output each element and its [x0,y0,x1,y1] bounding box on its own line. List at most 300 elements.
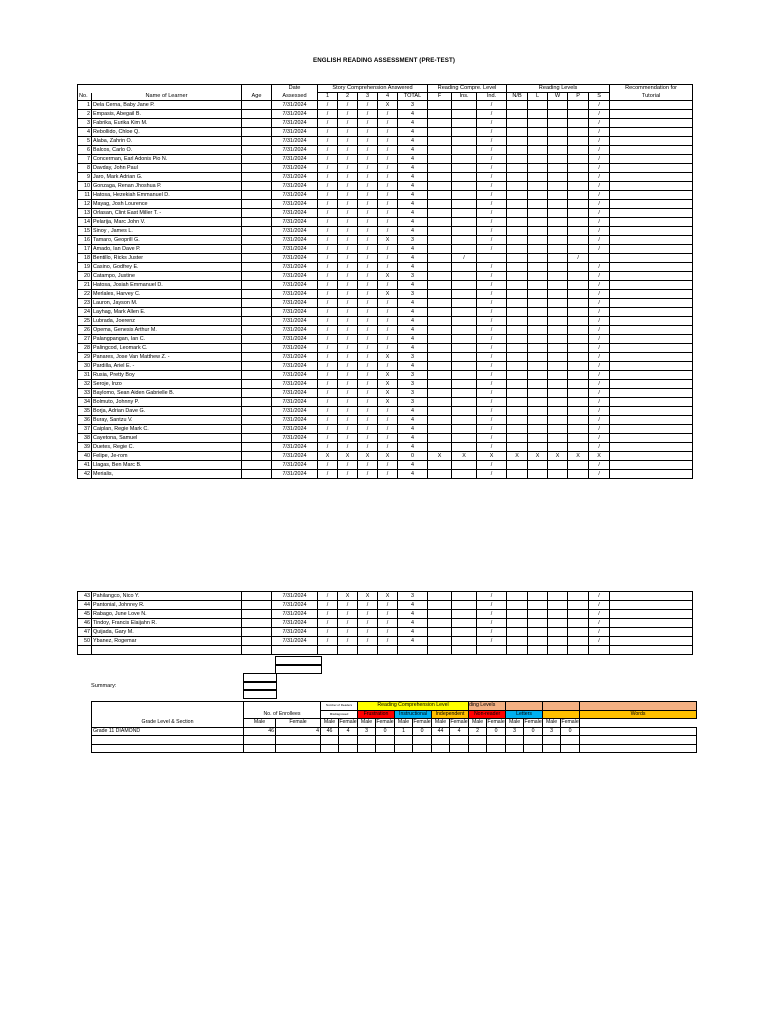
level-mark [528,191,548,200]
summary-readers-male: 46 [321,727,339,736]
rcl-mark [428,173,452,182]
level-mark: / [589,398,610,407]
rcl-mark [428,110,452,119]
recommendation [610,272,693,281]
learner-age [242,434,272,443]
rcl-mark: / [477,128,507,137]
learner-age [242,155,272,164]
answer-mark: / [358,380,378,389]
level-mark [528,470,548,479]
learner-no: 26 [78,326,92,335]
level-mark [548,443,568,452]
answer-mark: / [338,601,358,610]
learner-age [242,335,272,344]
answer-total: 4 [398,610,428,619]
learner-name: Hatosa, Hezekiah Emmanuel D. [92,191,242,200]
learner-date: 7/31/2024 [272,317,318,326]
level-mark: / [589,263,610,272]
learner-row [78,110,693,119]
answer-mark: / [338,461,358,470]
learner-row [78,628,693,637]
learner-no: 30 [78,362,92,371]
level-mark [568,236,589,245]
rcl-mark: X [477,452,507,461]
answer-mark: / [358,335,378,344]
learner-name: Palingcod, Leomark C. [92,344,242,353]
recommendation [610,290,693,299]
rcl-mark [428,128,452,137]
learner-name: Bentillo, Ricks Juster [92,254,242,263]
level-mark [507,461,528,470]
rcl-mark [452,371,477,380]
rcl-mark [452,407,477,416]
rcl-mark [428,209,452,218]
learner-age [242,461,272,470]
answer-total: 3 [398,380,428,389]
answer-mark: X [378,101,398,110]
learner-date: 7/31/2024 [272,610,318,619]
answer-mark: / [318,200,338,209]
rcl-mark [452,628,477,637]
answer-mark: / [358,371,378,380]
header-age: Age [242,93,272,101]
learner-no: 28 [78,344,92,353]
summary-blank [413,736,432,745]
header-story-col: 1 [318,93,338,101]
answer-total: 4 [398,227,428,236]
answer-mark: / [358,407,378,416]
recommendation [610,182,693,191]
learner-age [242,407,272,416]
rcl-mark [452,101,477,110]
answer-mark: / [338,155,358,164]
level-mark [528,326,548,335]
answer-mark: / [358,146,378,155]
learner-row [78,592,693,601]
level-mark [548,610,568,619]
recommendation [610,389,693,398]
header-spacer [78,85,92,93]
level-mark [548,416,568,425]
answer-mark: / [378,110,398,119]
blank-box [275,664,322,674]
rcl-mark [452,619,477,628]
level-mark [528,137,548,146]
blank-cell [507,646,528,655]
answer-mark: / [358,245,378,254]
learner-date: 7/31/2024 [272,191,318,200]
learner-age [242,218,272,227]
header-spacer [92,85,242,93]
level-mark [568,299,589,308]
recommendation [610,245,693,254]
learner-name: Baylomo, Sean Aiden Gabrielle B. [92,389,242,398]
blank-cell [338,646,358,655]
learner-name: Opema, Genesis Arthur M. [92,326,242,335]
level-mark [589,254,610,263]
answer-mark: X [378,592,398,601]
level-mark [568,416,589,425]
rcl-mark: / [452,254,477,263]
answer-mark: / [378,164,398,173]
rcl-mark: / [477,443,507,452]
level-mark [568,407,589,416]
rcl-mark: / [477,272,507,281]
learner-no: 36 [78,416,92,425]
level-mark [528,362,548,371]
answer-total: 4 [398,407,428,416]
learner-row [78,263,693,272]
learner-row [78,299,693,308]
level-mark [548,272,568,281]
learner-date: 7/31/2024 [272,236,318,245]
rcl-mark [452,380,477,389]
level-mark [548,353,568,362]
level-mark [507,425,528,434]
level-mark [528,398,548,407]
level-mark [528,254,548,263]
rcl-mark: / [477,470,507,479]
rcl-mark [452,344,477,353]
answer-mark: / [378,299,398,308]
learner-row [78,272,693,281]
learner-row [78,209,693,218]
recommendation [610,254,693,263]
level-mark: / [589,443,610,452]
rcl-mark [452,191,477,200]
learner-row [78,470,693,479]
learner-no: 44 [78,601,92,610]
recommendation [610,227,693,236]
learner-age [242,308,272,317]
answer-mark: / [378,619,398,628]
learner-age [242,619,272,628]
learner-name: Seroje, Inzo [92,380,242,389]
level-mark [568,164,589,173]
rcl-mark [452,209,477,218]
level-mark [507,200,528,209]
level-mark [568,200,589,209]
answer-mark: / [378,425,398,434]
learner-date: 7/31/2024 [272,434,318,443]
header-levels: Reading Levels [507,85,610,93]
answer-mark: / [358,434,378,443]
level-mark [568,434,589,443]
learner-date: 7/31/2024 [272,299,318,308]
answer-mark: / [358,619,378,628]
learner-age [242,389,272,398]
summary-blank [244,744,276,753]
learner-row [78,137,693,146]
level-mark [507,619,528,628]
learner-name: Mayag, Josh Lourence [92,200,242,209]
level-mark [528,173,548,182]
learner-row [78,407,693,416]
rcl-mark [452,362,477,371]
answer-total: 4 [398,110,428,119]
learner-no: 9 [78,173,92,182]
level-mark: / [589,425,610,434]
level-mark [507,254,528,263]
recommendation [610,191,693,200]
rcl-mark [452,317,477,326]
learners-table-continued [77,591,693,655]
answer-mark: / [318,119,338,128]
summary-enrollees-header: No. of Enrollees [244,702,321,719]
level-mark [568,362,589,371]
level-mark [568,101,589,110]
level-mark [548,281,568,290]
level-mark [507,434,528,443]
level-mark [528,263,548,272]
answer-mark: / [338,425,358,434]
answer-mark: / [338,416,358,425]
recommendation [610,164,693,173]
level-mark [548,308,568,317]
level-mark [507,209,528,218]
level-mark [568,290,589,299]
learner-name: Felipe, Je-rom [92,452,242,461]
level-mark [507,218,528,227]
rcl-mark [428,182,452,191]
learner-date: 7/31/2024 [272,263,318,272]
level-mark: / [589,461,610,470]
level-mark: / [589,137,610,146]
rcl-mark [428,416,452,425]
rcl-mark [428,344,452,353]
answer-mark: / [318,443,338,452]
recommendation [610,416,693,425]
learner-name: Hatosa, Josiah Emmanuel D. [92,281,242,290]
blank-cell [242,646,272,655]
learner-date: 7/31/2024 [272,443,318,452]
learner-date: 7/31/2024 [272,335,318,344]
rcl-mark [452,146,477,155]
level-mark [528,146,548,155]
answer-mark: / [318,272,338,281]
rcl-mark [428,119,452,128]
answer-mark: X [378,272,398,281]
learner-age [242,254,272,263]
summary-male-header: Male [543,719,561,728]
header-story-col: 3 [358,93,378,101]
summary-words: Words [580,710,697,719]
rcl-mark: / [477,344,507,353]
learner-row [78,434,693,443]
answer-total: 4 [398,209,428,218]
rcl-mark [452,218,477,227]
recommendation [610,335,693,344]
learner-age [242,128,272,137]
answer-total: 4 [398,164,428,173]
learner-row [78,146,693,155]
level-mark [507,146,528,155]
learner-age [242,344,272,353]
summary-blank [92,736,244,745]
learner-name: Pahilangco, Nico Y. [92,592,242,601]
level-mark: / [589,308,610,317]
summary-blank [321,744,339,753]
level-mark [507,281,528,290]
answer-total: 4 [398,628,428,637]
answer-mark: / [318,164,338,173]
level-mark [507,308,528,317]
rcl-mark [428,281,452,290]
learner-name: Lauron, Jayson M. [92,299,242,308]
recommendation [610,317,693,326]
rcl-mark: / [477,182,507,191]
answer-mark: / [358,470,378,479]
rcl-mark: / [477,281,507,290]
answer-mark: / [338,164,358,173]
level-mark [528,380,548,389]
answer-mark: / [358,191,378,200]
blank-cell [452,646,477,655]
learner-name: Pelarija, Marc John V. [92,218,242,227]
learner-name: Gonzaga, Renan Jhoshua P. [92,182,242,191]
level-mark [528,272,548,281]
answer-mark: / [358,637,378,646]
level-mark [548,592,568,601]
answer-total: 4 [398,263,428,272]
level-mark: / [589,434,610,443]
summary-rl-header: ding Levels [469,702,506,711]
answer-total: 3 [398,272,428,281]
answer-mark: / [318,191,338,200]
learner-age [242,592,272,601]
level-mark [548,628,568,637]
summary-let-female: 0 [524,727,543,736]
level-mark [568,272,589,281]
answer-mark: / [358,362,378,371]
summary-female-header: Female [276,719,321,728]
learner-date: 7/31/2024 [272,628,318,637]
recommendation [610,200,693,209]
learner-row [78,128,693,137]
answer-total: 0 [398,452,428,461]
learner-date: 7/31/2024 [272,353,318,362]
learner-no: 7 [78,155,92,164]
level-mark [528,628,548,637]
answer-mark: X [378,398,398,407]
answer-mark: / [318,263,338,272]
answer-mark: / [378,434,398,443]
learner-name: Orlasan, Clint East Miller T. - [92,209,242,218]
learner-date: 7/31/2024 [272,164,318,173]
learner-date: 7/31/2024 [272,398,318,407]
answer-total: 4 [398,299,428,308]
summary-nr-female: 0 [487,727,506,736]
learner-row [78,290,693,299]
summary-enr-male: 46 [244,727,276,736]
learner-date: 7/31/2024 [272,110,318,119]
answer-mark: / [318,299,338,308]
level-mark [507,290,528,299]
rcl-mark: / [477,110,507,119]
header-rcl: Reading Compre. Level [428,85,507,93]
level-mark [548,119,568,128]
answer-mark: / [358,461,378,470]
rcl-mark [452,155,477,164]
learner-row [78,218,693,227]
level-mark: / [589,245,610,254]
learner-no: 32 [78,380,92,389]
answer-mark: / [318,461,338,470]
answer-mark: / [318,434,338,443]
learner-age [242,182,272,191]
recommendation [610,601,693,610]
answer-total: 4 [398,344,428,353]
answer-mark: X [378,236,398,245]
answer-total: 3 [398,290,428,299]
rcl-mark: / [477,425,507,434]
level-mark [548,362,568,371]
level-mark [507,389,528,398]
answer-mark: / [318,592,338,601]
learner-date: 7/31/2024 [272,344,318,353]
learner-name: Amado, Ian Dave P. [92,245,242,254]
rcl-mark [428,146,452,155]
answer-total: 4 [398,443,428,452]
level-mark: / [589,407,610,416]
recommendation [610,155,693,164]
rcl-mark [428,425,452,434]
learner-name: Merlales, Harvey C. [92,290,242,299]
rcl-mark: / [477,371,507,380]
level-mark [507,637,528,646]
header-rcl-col: Ind. [477,93,507,101]
answer-mark: / [378,218,398,227]
answer-mark: / [338,263,358,272]
blank-cell [358,646,378,655]
learner-row [78,371,693,380]
learner-no: 47 [78,628,92,637]
header-name: Name of Learner [92,93,242,101]
level-mark [568,263,589,272]
answer-mark: / [338,272,358,281]
level-mark [507,407,528,416]
summary-female-header: Female [413,719,431,725]
answer-mark: / [358,272,378,281]
level-mark [528,353,548,362]
answer-mark: / [358,610,378,619]
rcl-mark [428,227,452,236]
learner-row [78,155,693,164]
level-mark [528,592,548,601]
answer-mark: / [318,344,338,353]
learner-date: 7/31/2024 [272,637,318,646]
answer-mark: / [358,416,378,425]
rcl-mark [452,425,477,434]
recommendation [610,236,693,245]
rcl-mark [428,245,452,254]
learner-row [78,245,693,254]
level-mark [507,191,528,200]
rcl-mark: / [477,601,507,610]
summary-blank [543,744,561,753]
learner-age [242,236,272,245]
recommendation [610,299,693,308]
summary-indep-male: 44 [432,727,450,736]
recommendation [610,281,693,290]
learner-no: 25 [78,317,92,326]
level-mark [507,137,528,146]
rcl-mark: / [477,236,507,245]
answer-mark: / [358,254,378,263]
answer-total: 4 [398,619,428,628]
learner-age [242,101,272,110]
answer-mark: / [378,470,398,479]
